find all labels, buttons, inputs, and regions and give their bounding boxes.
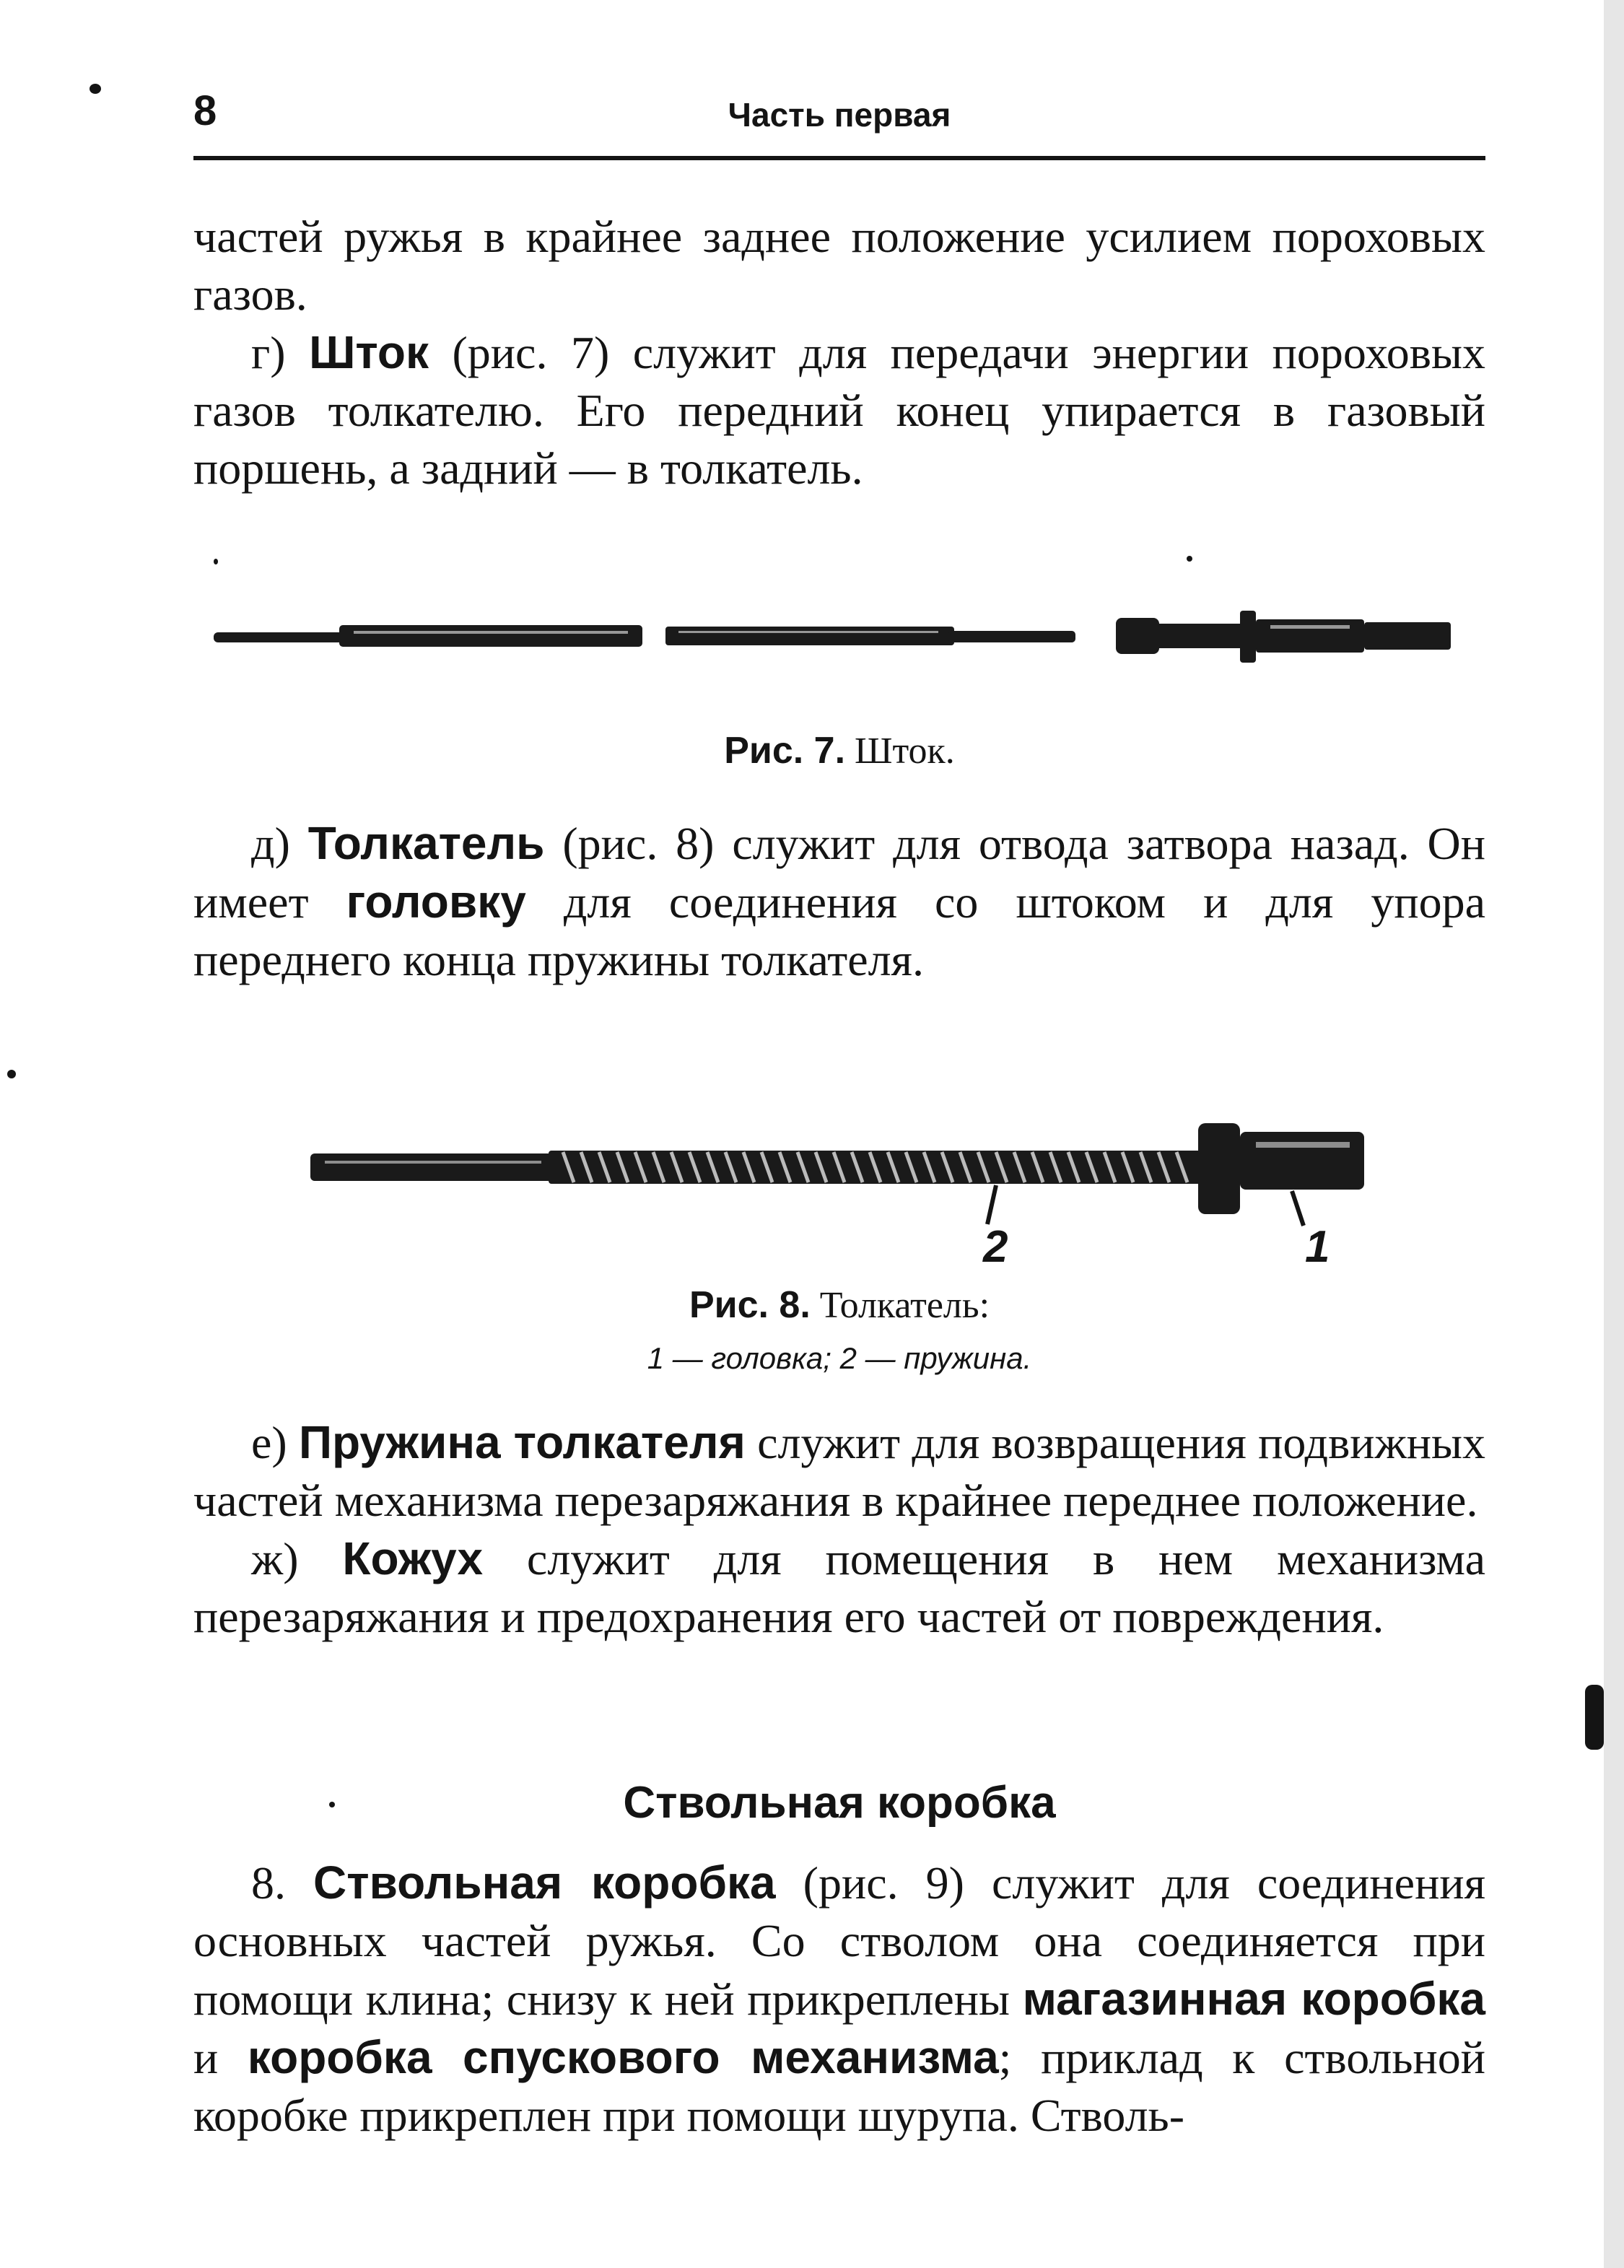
header-rule — [193, 156, 1485, 160]
figure-8-title: Толкатель: — [819, 1285, 990, 1326]
running-title: Часть первая — [728, 96, 951, 134]
callout-2: 2 — [983, 1222, 1008, 1272]
figure-7-rod-illustration — [209, 590, 1480, 677]
figure-7-label: Рис. 7. — [724, 730, 846, 772]
paragraph-pusher-spring — [193, 1413, 1485, 1530]
section-receiver-text — [193, 1854, 1485, 2145]
paragraph-continuation: частей ружья в крайнее заднее положение усилием пороховых газов. — [193, 211, 1485, 320]
term-trigger-box: коробка спускового механизма — [247, 2031, 999, 2083]
paragraph-receiver — [193, 1854, 1485, 2145]
paragraph-receiver-text-a: (рис. 9) служит для соединения основных частей ружья. Со стволом она соединяется при помощи клина; снизу к ней прикреплены — [193, 1857, 1486, 2025]
paragraph-pusher-text-a: (рис. 8) служит для отвода затвора назад. Он имеет — [193, 818, 1485, 928]
paragraph-receiver-text-b: ; приклад к ствольной коробке прикреплен при помощи шурупа. Стволь- — [193, 2032, 1485, 2141]
scan-speck — [329, 1802, 335, 1807]
term-rod: Шток — [309, 326, 429, 378]
section-pusher-text — [193, 814, 1485, 989]
term-head: головку — [346, 876, 526, 928]
callout-1: 1 — [1305, 1222, 1330, 1272]
item-label: ж) — [251, 1533, 299, 1584]
conjunction: и — [193, 2032, 248, 2083]
page-number: 8 — [193, 87, 217, 134]
paragraph-cover — [193, 1530, 1485, 1646]
figure-7-caption — [193, 729, 1485, 772]
paragraph-rod-text: (рис. 7) служит для передачи энергии пороховых газов толкателю. Его передний конец упирается в газовый поршень, а задний — в толкатель. — [193, 327, 1486, 494]
paragraph-pusher-text-b: для соединения со штоком и для упора переднего конца пружины толкателя. — [193, 876, 1486, 985]
item-label: д) — [251, 818, 290, 869]
scan-speck — [90, 84, 101, 94]
paragraph-cover-text: служит для помещения в нем механизма перезаряжания и предохранения его частей от повреждения. — [193, 1533, 1486, 1642]
term-pusher: Толкатель — [307, 817, 545, 869]
paragraph-rod — [193, 323, 1485, 497]
paragraph-pusher-spring-text: служит для возвращения подвижных частей механизма перезаряжания в крайнее переднее положение. — [193, 1417, 1485, 1526]
scan-speck — [1187, 556, 1192, 562]
figure-8-pusher-illustration — [296, 1103, 1379, 1276]
term-magazine-box: магазинная коробка — [1022, 1973, 1486, 2025]
scan-speck — [7, 1070, 16, 1078]
scan-speck — [1585, 1685, 1604, 1750]
figure-8-legend: 1 — головка; 2 — пружина. — [647, 1341, 1032, 1375]
section-rod-text — [193, 208, 1485, 497]
figure-7-title: Шток. — [855, 730, 955, 772]
term-receiver: Ствольная коробка — [313, 1857, 776, 1909]
paragraph-pusher — [193, 814, 1485, 989]
item-label: е) — [251, 1417, 287, 1468]
term-cover: Кожух — [342, 1532, 484, 1584]
figure-8-caption — [193, 1283, 1485, 1327]
running-header — [193, 87, 1485, 144]
term-pusher-spring: Пружина толкателя — [298, 1416, 746, 1468]
item-label: г) — [251, 327, 286, 378]
section-spring-cover-receiver — [193, 1413, 1485, 1646]
section-heading-receiver: Ствольная коробка — [623, 1778, 1056, 1828]
callout-lines — [987, 1185, 1304, 1226]
page-edge-shadow — [1604, 0, 1624, 2268]
item-number: 8. — [251, 1857, 286, 1909]
scan-speck — [214, 559, 218, 564]
figure-8-label: Рис. 8. — [689, 1284, 811, 1326]
